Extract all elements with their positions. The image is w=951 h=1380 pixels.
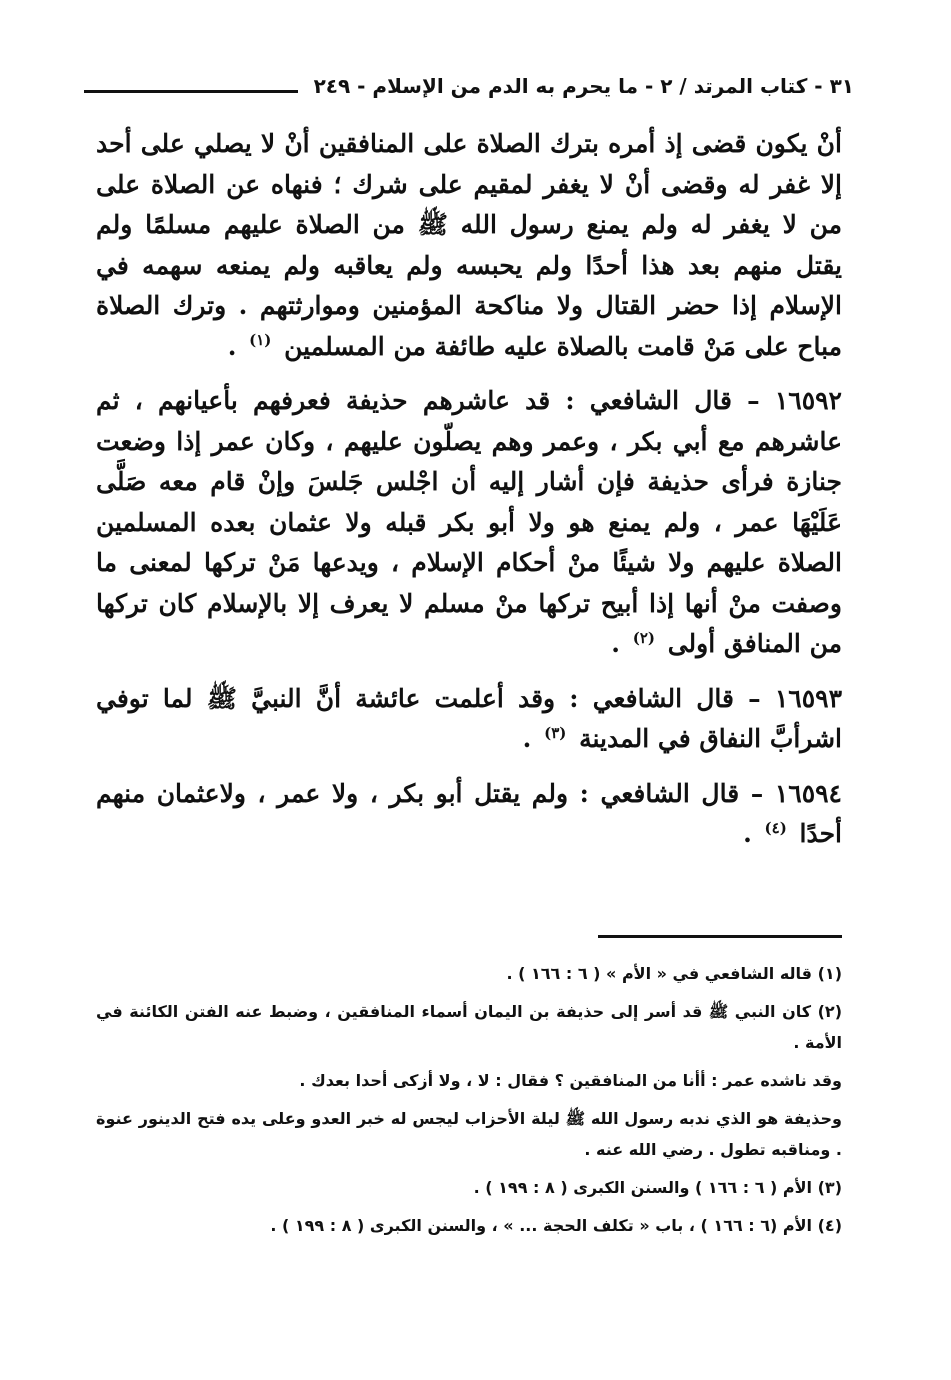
paragraph-number: ١٦٥٩٣ bbox=[774, 683, 842, 713]
footnote-marker: (٣) bbox=[544, 723, 567, 742]
footnote-1: (١) قاله الشافعي في « الأم » ( ٦ : ١٦٦ ) . bbox=[506, 964, 842, 983]
paragraph-16594 bbox=[96, 774, 842, 855]
main-text bbox=[96, 124, 842, 855]
paragraph-text: – قال الشافعي : وقد أعلمت عائشة أنَّ النبيَّ ﷺ لما توفي اشرأبَّ النفاق في المدينة bbox=[96, 683, 842, 753]
footnote-marker: (١) bbox=[249, 331, 272, 350]
footnote-2-continuation: وقد ناشده عمر : أأنا من المنافقين ؟ فقال : لا ، ولا أزكى أحدا بعدك . bbox=[299, 1071, 842, 1090]
footnote-4: (٤) الأم (٦ : ١٦٦ ) ، باب « تكلف الحجة ... » ، والسنن الكبرى ( ٨ : ١٩٩ ) . bbox=[270, 1216, 842, 1235]
footnote-3: (٣) الأم ( ٦ : ١٦٦ ) والسنن الكبرى ( ٨ : ١٩٩ ) . bbox=[473, 1178, 842, 1197]
footnotes bbox=[96, 958, 842, 1248]
header-rule bbox=[84, 90, 298, 93]
paragraph-number: ١٦٥٩٤ bbox=[774, 778, 842, 808]
footnote-2: (٢) كان النبي ﷺ قد أسر إلى حذيفة بن اليمان أسماء المنافقين ، وضبط عنه الفتن الكائنة في الأمة . bbox=[96, 1002, 842, 1052]
footnote-separator bbox=[598, 935, 842, 938]
paragraph-text: – قال الشافعي : ولم يقتل أبو بكر ، ولا عمر ، ولاعثمان منهم أحدًا bbox=[96, 778, 842, 848]
paragraph-text: أنْ يكون قضى إذ أمره بترك الصلاة على المنافقين أنْ لا يصلي على أحد إلا غفر له وقضى أنْ لا يغفر لمقيم على شرك ؛ فنهاه عن الصلاة على من لا يغفر له ولم يمنع رسول الله ﷺ من الصلاة عليهم مسلمًا ولم يقتل منهم بعد هذا أحدًا ولم يحبسه ولم يعاقبه ولم يمنعه سهمه في الإسلام إذا حضر القتال ولا مناكحة المؤمنين وموارثتهم . وترك الصلاة مباح على مَنْ قامت بالصلاة عليه طائفة من المسلمين bbox=[96, 129, 842, 361]
paragraph-16593 bbox=[96, 679, 842, 760]
running-header bbox=[84, 68, 854, 104]
paragraph-continuation bbox=[96, 124, 842, 367]
paragraph-text: – قال الشافعي : قد عاشرهم حذيفة فعرفهم بأعيانهم ، ثم عاشرهم مع أبي بكر ، وعمر وهم يصلّون عليهم ، وكان عمر إذا وضعت جنازة فرأى حذيفة فإن أشار إليه أن اجْلس جَلسَ وإنْ قام معه صَلَّى عَلَيْهَا عمر ، ولم يمنع هو ولا أبو بكر قبله ولا عثمان بعده المسلمين الصلاة عليهم ولا شيئًا منْ أحكام الإسلام ، ويدعها مَنْ تركها لمعنى ما وصفت منْ أنها إذا أبيح تركها منْ مسلم لا يعرف إلا بالإسلام كان تركها من المنافق أولى bbox=[96, 386, 842, 658]
paragraph-end: . bbox=[522, 724, 532, 753]
paragraph-end: . bbox=[743, 819, 752, 848]
footnote-2-continuation: وحذيفة هو الذي ندبه رسول الله ﷺ ليلة الأحزاب ليجس له خبر العدو وعلى يده فتح الدينور عنوة . ومناقبه تطول . رضي الله عنه . bbox=[96, 1109, 842, 1159]
footnote-marker: (٢) bbox=[632, 628, 655, 647]
paragraph-end: . bbox=[611, 629, 620, 658]
header-title: ٣١ - كتاب المرتد / ٢ - ما يحرم به الدم من الإسلام - ٢٤٩ bbox=[313, 74, 854, 98]
paragraph-end: . bbox=[227, 331, 237, 361]
footnote-marker: (٤) bbox=[764, 818, 787, 837]
paragraph-number: ١٦٥٩٢ bbox=[774, 386, 842, 415]
paragraph-16592 bbox=[96, 381, 842, 665]
